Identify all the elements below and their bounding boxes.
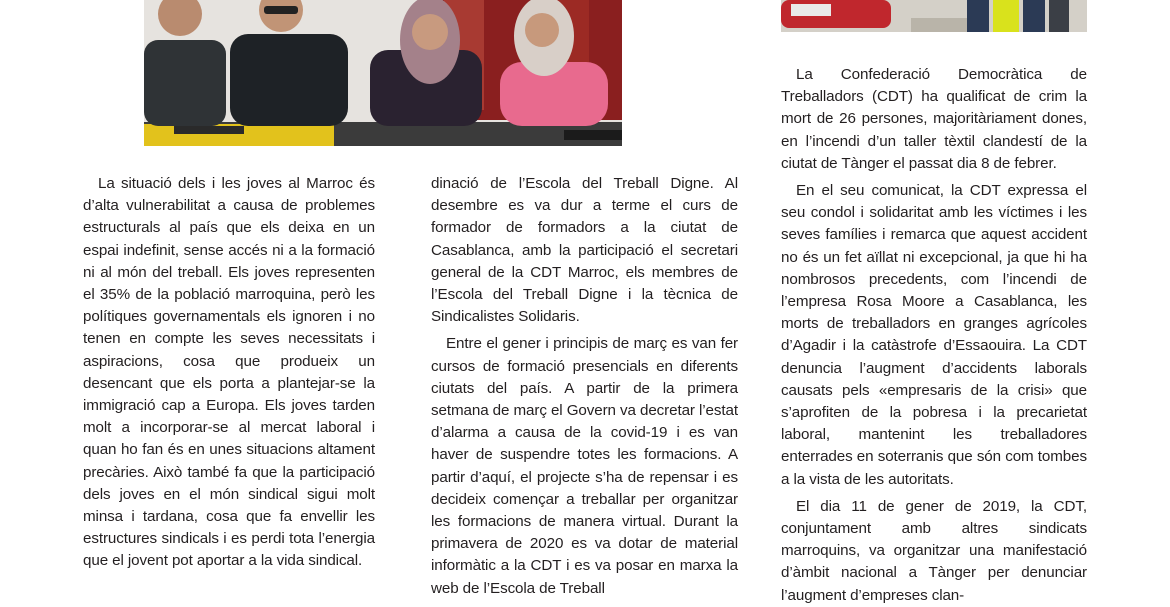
article-column-3	[781, 64, 1087, 607]
paragraph: La Confederació Democràtica de Treballadors (CDT) ha qualificat de crim la mort de 26 persones, majoritàriament dones, en l’incendi d’un taller tèxtil clandestí de la ciutat de Tànger el passat dia 8 de febrer.	[781, 66, 1087, 172]
meeting-photo-illustration	[144, 0, 622, 146]
paragraph: El dia 11 de gener de 2019, la CDT, conjuntament amb altres sindicats marroquins, va organitzar una manifestació d’àmbit nacional a Tànger per denunciar l’augment d’empreses clan-	[781, 497, 1087, 604]
paragraph: La situació dels i les joves al Marroc és d’alta vulnerabilitat a causa de problemes estructurals al país que els deixa en un espai indefinit, sense accés ni a la formació ni al món del treball. Els joves representen el 35% de la població marroquina, però les polítiques governamentals els ignoren i no tenen en compte les seves necessitats i aspiracions, cosa que produeix un desencant que els porta a plantejar-se la immigració cap a Europa. Els joves tarden molt a incorporar-se al mercat laboral i quan ho fan és en unes situacions altament precàries. Això també fa que la participació dels joves en el món sindical sigui molt minsa i tardana, cosa que fa envellir les estructures sindicals i es perdi tota l’energia que el jovent pot aportar a la vida sindical.	[83, 175, 375, 570]
article-column-1	[83, 173, 375, 573]
street-photo	[781, 0, 1087, 32]
paragraph: En el seu comunicat, la CDT expressa el seu condol i solidaritat amb les víctimes i les seves famílies i remarca que aquest accident no és un fet aïllat ni excepcional, ja que hi ha nombrosos precedents, com l’incendi de l’empresa Rosa Moore a Casablanca, les morts de treballadors en granges agrícoles d’Agadir i la catàstrofe d’Essaouira. La CDT denuncia l’augment d’accidents laborals causats pels «empresaris de la crisi» que s’aprofiten de la pobresa i la precarietat laboral, mantenint les treballadores enterrades en soterranis que són com tombes a la vista de les autoritats.	[781, 182, 1087, 488]
meeting-photo	[144, 0, 622, 146]
paragraph: Entre el gener i principis de març es van fer cursos de formació presencials en diferents ciutats del país. A partir de la primera setmana de març el Govern va decretar l’estat d’alarma a causa de la covid-19 i es van haver de suspendre totes les formacions. A partir d’aquí, el projecte s’ha de repensar i es decideix començar a treballar per organitzar les formacions de manera virtual. Durant la primavera de 2020 es va dotar de material informàtic a la CDT i es va posar en marxa la web de l’Escola de Treball	[431, 335, 738, 597]
article-column-2	[431, 173, 738, 600]
street-photo-illustration	[781, 0, 1087, 32]
paragraph: dinació de l’Escola del Treball Digne. Al desembre es va dur a terme el curs de formador de formadors a la ciutat de Casablanca, amb la participació el secretari general de la CDT Marroc, els membres de l’Escola del Treball Digne i la tècnica de Sindicalistes Solidaris.	[431, 175, 738, 326]
